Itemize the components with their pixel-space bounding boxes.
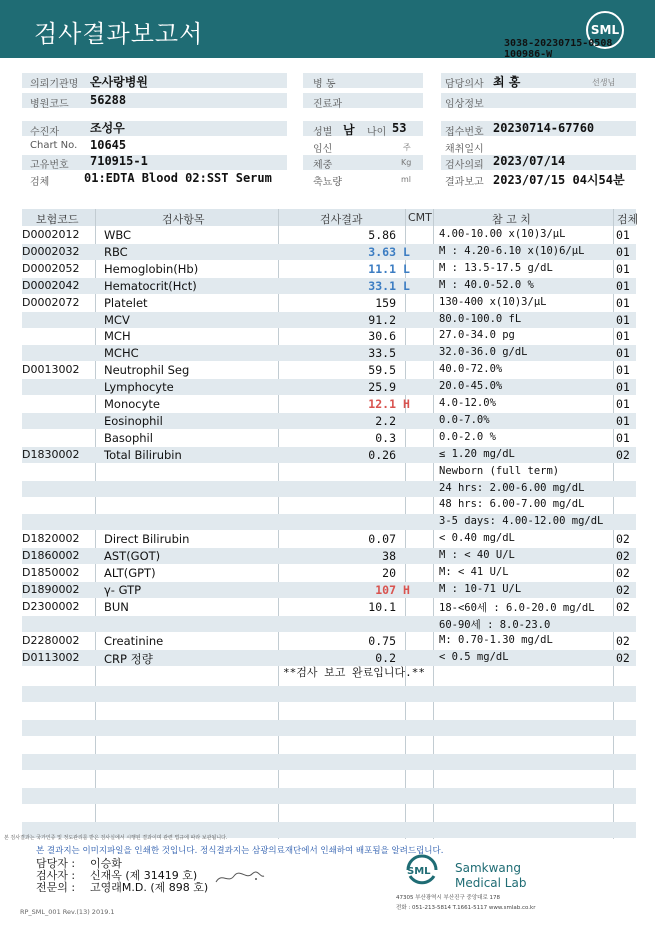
- reference-range: M : 4.20-6.10 x(10)6/μL: [439, 244, 585, 257]
- table-row: [22, 633, 636, 649]
- reference-range: < 0.40 mg/dL: [439, 532, 515, 545]
- specimen-code: 01: [616, 295, 630, 310]
- test-name: Neutrophil Seg: [104, 363, 190, 378]
- specimen-code: 01: [616, 397, 630, 411]
- table-row: [22, 379, 636, 395]
- test-name: CRP 정량: [104, 651, 153, 666]
- table-row: [22, 244, 636, 260]
- staff-name-2: 신재옥 (제 31419 호): [90, 869, 198, 882]
- staff-name-3: 고영래M.D. (제 898 호): [90, 881, 209, 894]
- reference-range: 60-90세 : 8.0-23.0: [439, 618, 551, 631]
- table-row: [22, 548, 636, 564]
- doc-number: 3038-20230715-0508: [504, 38, 613, 49]
- staff-role-1: 담당자 :: [36, 857, 76, 870]
- company-phone: 전화 : 051-213-5814 T.1661-5117 www.smlab.co.kr: [396, 905, 536, 911]
- table-row: [22, 278, 636, 294]
- insurance-code: D0013002: [22, 363, 80, 377]
- test-name: Hematocrit(Hct): [104, 278, 197, 293]
- id-label: 고유번호: [30, 160, 69, 171]
- signature-icon: [214, 868, 266, 888]
- test-name: ALT(GPT): [104, 566, 156, 580]
- urine-label: 축뇨량: [313, 177, 342, 188]
- report-complete-text: **검사 보고 완료입니다.**: [283, 666, 425, 679]
- result-flag: H: [403, 582, 410, 597]
- test-name: Direct Bilirubin: [104, 532, 190, 547]
- test-result: 107: [375, 582, 396, 597]
- table-row: [22, 430, 636, 446]
- test-name: Creatinine: [104, 633, 164, 648]
- test-result: 25.9: [368, 380, 396, 395]
- specimen-code: 02: [616, 582, 630, 597]
- ward-label: 병 동: [313, 79, 336, 90]
- test-result: 20: [382, 566, 396, 580]
- doctor-suffix: 선생님: [592, 78, 616, 87]
- reference-range: < 0.5 mg/dL: [439, 650, 509, 663]
- staff-role-2: 검사자 :: [36, 869, 76, 882]
- test-result: 0.75: [368, 633, 396, 648]
- test-result: 30.6: [368, 329, 396, 344]
- specimen-code: 02: [616, 566, 630, 580]
- receipt-label: 접수번호: [445, 127, 484, 138]
- test-result: 38: [382, 549, 396, 564]
- test-name: Total Bilirubin: [104, 447, 182, 462]
- weight-label: 체중: [313, 160, 333, 171]
- test-result: 0.3: [375, 430, 396, 445]
- specimen-value: 01:EDTA Blood 02:SST Serum: [84, 171, 272, 185]
- footer-note: 본 결과지는 이미지파일을 인쇄한 것입니다. 정식결과지는 삼광의료재단에서 인쇄하여 배포됨을 알려드립니다.: [36, 846, 444, 856]
- reference-range: 4.0-12.0%: [439, 397, 496, 409]
- insurance-code: D0002052: [22, 261, 80, 275]
- table-row: [22, 514, 636, 530]
- insurance-code: D0113002: [22, 650, 80, 664]
- hospital-name: 온사랑병원: [90, 75, 148, 89]
- table-row: [22, 345, 636, 361]
- insurance-code: D0002042: [22, 278, 80, 292]
- specimen-code: 01: [616, 261, 630, 276]
- test-result: 12.1: [368, 397, 396, 411]
- insurance-code: D2300002: [22, 599, 80, 613]
- specimen-code: 01: [616, 329, 630, 344]
- staff-name-1: 이승화: [90, 857, 122, 870]
- patient-label: 수진자: [30, 127, 59, 138]
- specimen-code: 01: [616, 312, 630, 327]
- col-reference: 참 고 치: [492, 213, 531, 226]
- hcode-label: 병원코드: [30, 99, 69, 110]
- id-value: 710915-1: [90, 154, 148, 168]
- test-result: 10.1: [368, 599, 396, 614]
- age-label: 나이: [367, 127, 387, 138]
- specimen-code: 02: [616, 599, 630, 614]
- reference-range: 3-5 days: 4.00-12.00 mg/dL: [439, 515, 604, 528]
- dept-label: 진료과: [313, 99, 342, 110]
- request-value: 2023/07/14: [493, 154, 566, 168]
- table-row: [22, 227, 636, 243]
- insurance-code: D2280002: [22, 633, 80, 647]
- insurance-code: D1850002: [22, 566, 80, 579]
- table-row: [22, 362, 636, 378]
- test-result: 2.2: [375, 413, 396, 428]
- table-row: [22, 328, 636, 344]
- table-row: [22, 481, 636, 497]
- urine-unit: ml: [401, 175, 412, 184]
- doc-number-sub: 100986-W: [504, 49, 553, 60]
- reference-range: M : 10-71 U/L: [439, 582, 522, 595]
- specimen-code: 02: [616, 447, 630, 462]
- reference-range: M : 40.0-52.0 %: [439, 278, 534, 291]
- table-row: [22, 295, 636, 311]
- patient-name: 조성우: [90, 121, 125, 135]
- receipt-value: 20230714-67760: [493, 121, 595, 135]
- table-row: [22, 497, 636, 513]
- reference-range: 40.0-72.0%: [439, 363, 503, 376]
- test-name: Eosinophil: [104, 413, 163, 428]
- reference-range: 0.0-7.0%: [439, 413, 490, 426]
- sex-value: 남: [343, 123, 355, 137]
- fine-print: 본 검사결과는 국가인증 및 정도관리를 받은 검사실에서 시행된 결과이며 관련 법규에 따라 보관됩니다.: [4, 835, 228, 841]
- weight-unit: Kg: [401, 158, 412, 167]
- form-number: RP_SML_001 Rev.(13) 2019.1: [20, 908, 115, 916]
- insurance-code: D1890002: [22, 582, 80, 596]
- specimen-code: 01: [616, 228, 630, 242]
- test-result: 11.1: [368, 261, 396, 276]
- table-row: [22, 447, 636, 463]
- test-name: MCHC: [104, 346, 139, 361]
- company-name-2: Medical Lab: [455, 876, 527, 890]
- test-name: WBC: [104, 228, 132, 242]
- footer-logo-text: SML: [407, 866, 431, 877]
- chart-value: 10645: [90, 138, 127, 152]
- reference-range: 18-<60세 : 6.0-20.0 mg/dL: [439, 601, 595, 614]
- report-title: 검사결과보고서: [34, 20, 204, 48]
- result-flag: L: [403, 278, 410, 293]
- test-name: Lymphocyte: [104, 380, 174, 395]
- test-name: Hemoglobin(Hb): [104, 261, 199, 276]
- table-row: [22, 312, 636, 328]
- test-result: 59.5: [368, 363, 396, 378]
- reference-range: 24 hrs: 2.00-6.00 mg/dL: [439, 481, 585, 494]
- table-row: [22, 413, 636, 429]
- result-flag: L: [403, 261, 410, 276]
- col-test-item: 검사항목: [162, 213, 205, 226]
- specimen-label: 검체: [30, 177, 50, 188]
- table-row: [22, 261, 636, 277]
- staff-role-3: 전문의 :: [36, 881, 76, 894]
- col-cmt: CMT: [408, 211, 432, 224]
- reference-range: 4.00-10.00 x(10)3/μL: [439, 228, 566, 240]
- request-label: 검사의뢰: [445, 160, 484, 171]
- company-name-1: Samkwang: [455, 861, 521, 875]
- reference-range: M : 13.5-17.5 g/dL: [439, 261, 553, 274]
- specimen-code: 01: [616, 278, 630, 293]
- test-result: 159: [375, 295, 396, 310]
- reference-range: 80.0-100.0 fL: [439, 312, 522, 325]
- specimen-code: 01: [616, 413, 630, 428]
- col-insurance-code: 보험코드: [36, 213, 79, 226]
- test-name: Monocyte: [104, 397, 160, 411]
- reference-range: 27.0-34.0 pg: [439, 329, 515, 342]
- specimen-code: 02: [616, 633, 630, 648]
- test-name: γ- GTP: [104, 582, 142, 597]
- insurance-code: D1820002: [22, 532, 80, 546]
- doctor-label: 담당의사: [445, 79, 484, 90]
- table-row: [22, 616, 636, 632]
- specimen-code: 01: [616, 363, 630, 378]
- test-result: 0.07: [368, 532, 396, 547]
- test-result: 33.1: [368, 278, 396, 293]
- table-row: [22, 565, 636, 581]
- insurance-code: D1860002: [22, 549, 80, 563]
- reference-range: 20.0-45.0%: [439, 380, 503, 393]
- table-row: [22, 464, 636, 480]
- test-name: MCV: [104, 312, 130, 327]
- report-time-value: 2023/07/15 04시54분: [493, 173, 625, 187]
- preg-label: 임신: [313, 144, 333, 155]
- table-row: [22, 582, 636, 598]
- reference-range: 130-400 x(10)3/μL: [439, 295, 547, 308]
- reference-range: 32.0-36.0 g/dL: [439, 346, 528, 359]
- company-address: 47305 부산광역시 부산진구 중앙대로 178: [396, 895, 501, 901]
- specimen-code: 01: [616, 346, 630, 361]
- reference-range: Newborn (full term): [439, 464, 560, 477]
- doctor-name: 최 홍: [493, 75, 521, 89]
- reference-range: M : < 40 U/L: [439, 549, 515, 562]
- hospital-label: 의뢰기관명: [30, 79, 79, 90]
- test-result: 5.86: [368, 228, 396, 242]
- preg-unit: 주: [403, 143, 411, 152]
- specimen-code: 01: [616, 244, 630, 259]
- specimen-code: 01: [616, 430, 630, 445]
- reference-range: ≤ 1.20 mg/dL: [439, 447, 515, 460]
- clinical-label: 임상정보: [445, 99, 484, 110]
- reference-range: M: < 41 U/L: [439, 566, 509, 578]
- test-name: AST(GOT): [104, 549, 161, 564]
- result-flag: H: [403, 397, 410, 411]
- insurance-code: D1830002: [22, 447, 80, 461]
- test-result: 3.63: [368, 244, 396, 259]
- sex-label: 성별: [313, 127, 333, 138]
- test-name: Basophil: [104, 430, 153, 445]
- table-row: [22, 531, 636, 547]
- insurance-code: D0002072: [22, 295, 80, 309]
- test-name: Platelet: [104, 295, 148, 310]
- test-result: 91.2: [368, 312, 396, 327]
- report-time-label: 결과보고: [445, 177, 484, 188]
- hcode-value: 56288: [90, 93, 127, 107]
- col-specimen: 검체: [617, 213, 639, 226]
- result-flag: L: [403, 244, 410, 259]
- test-name: BUN: [104, 599, 129, 614]
- test-name: MCH: [104, 329, 131, 344]
- test-result: 0.2: [375, 650, 396, 665]
- test-result: 0.26: [368, 447, 396, 462]
- table-row: [22, 599, 636, 615]
- reference-range: 0.0-2.0 %: [439, 430, 496, 443]
- chart-label: Chart No.: [30, 140, 78, 151]
- specimen-code: 02: [616, 532, 630, 547]
- col-result: 검사결과: [320, 213, 363, 226]
- test-result: 33.5: [368, 346, 396, 361]
- table-row: [22, 396, 636, 412]
- collect-label: 채취일시: [445, 144, 484, 155]
- specimen-code: 02: [616, 650, 630, 665]
- insurance-code: D0002032: [22, 244, 80, 258]
- reference-range: M: 0.70-1.30 mg/dL: [439, 633, 553, 646]
- test-name: RBC: [104, 244, 128, 259]
- sml-logo: SML: [586, 11, 624, 49]
- insurance-code: D0002012: [22, 228, 80, 241]
- specimen-code: 01: [616, 380, 630, 395]
- age-value: 53: [392, 121, 407, 135]
- specimen-code: 02: [616, 549, 630, 564]
- reference-range: 48 hrs: 6.00-7.00 mg/dL: [439, 498, 585, 511]
